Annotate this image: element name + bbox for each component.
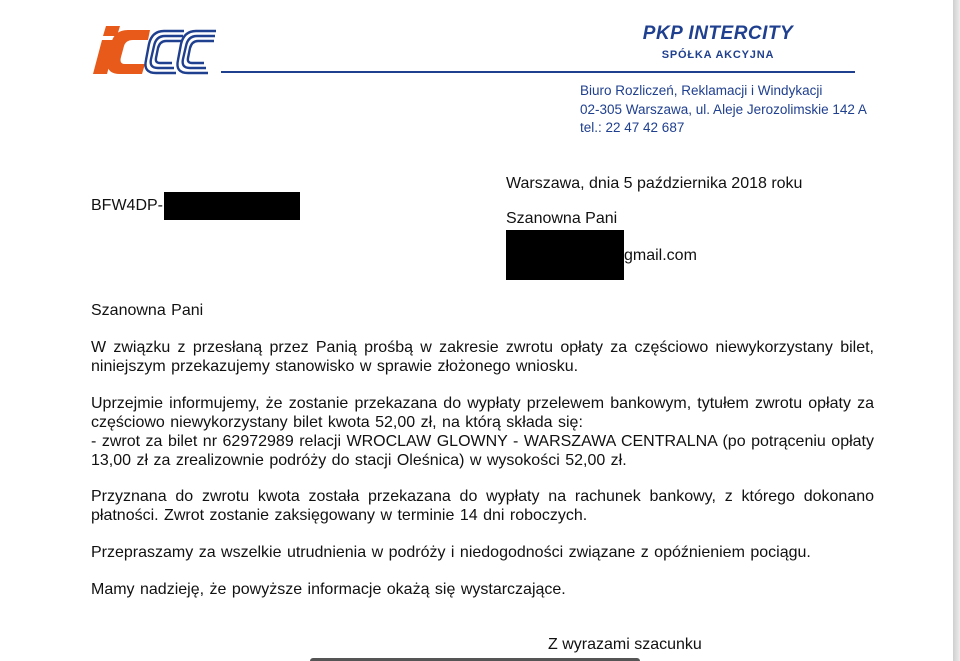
addressee-greeting: Szanowna Pani (506, 210, 618, 227)
redaction-box (164, 192, 300, 220)
office-name: Biuro Rozliczeń, Reklamacji i Windykacji (580, 83, 823, 98)
company-subtitle: SPÓŁKA AKCYJNA (661, 49, 775, 61)
paragraph-2 (91, 394, 874, 470)
letterhead-divider (221, 71, 855, 73)
reference-number (91, 192, 300, 220)
page-edge-shadow (953, 0, 960, 661)
office-address: 02-305 Warszawa, ul. Aleje Jerozolimskie 142 A (580, 101, 867, 117)
redaction-box (506, 230, 624, 280)
intercity-logo-icon (88, 22, 224, 78)
reference-prefix: BFW4DP- (91, 197, 163, 214)
paragraph-3: Przyznana do zwrotu kwota została przekazana do wypłaty na rachunek bankowy, z którego dokonano płatności. Zwrot zostanie zaksięgowany w terminie 14 dni roboczych. (91, 488, 874, 524)
paragraph-1: W związku z przesłaną przez Panią prośbą w zakresie zwrotu opłaty za częściowo niewykorzystany bilet, niniejszym przekazujemy stanowisko w sprawie złożonego wniosku. (91, 339, 874, 375)
office-phone: tel.: 22 47 42 687 (580, 120, 685, 135)
paragraph-4: Przepraszamy za wszelkie utrudnienia w podróży i niedogodności związane z opóźnieniem pociągu. (91, 544, 811, 561)
paragraph-5: Mamy nadzieję, że powyższe informacje okażą się wystarczające. (91, 581, 566, 598)
paragraph-2-line-2: - zwrot za bilet nr 62972989 relacji WROCLAW GLOWNY - WARSZAWA CENTRALNA (po potrąceniu opłaty 13,00 zł za zrealizownie podróży do stacji Oleśnica) w wysokości 52,00 zł. (91, 433, 874, 469)
email-domain: gmail.com (624, 247, 697, 264)
salutation: Szanowna Pani (91, 302, 204, 319)
closing-phrase: Z wyrazami szacunku (548, 636, 702, 653)
company-block (600, 23, 836, 61)
office-address-block (580, 82, 867, 138)
letter-date: Warszawa, dnia 5 października 2018 roku (506, 175, 803, 192)
paragraph-2-line-1: Uprzejmie informujemy, że zostanie przekazana do wypłaty przelewem bankowym, tytułem zwrotu opłaty za częściowo niewykorzystany bilet kwota 52,00 zł, na którą składa się: (91, 395, 874, 431)
company-name: PKP INTERCITY (642, 23, 794, 44)
